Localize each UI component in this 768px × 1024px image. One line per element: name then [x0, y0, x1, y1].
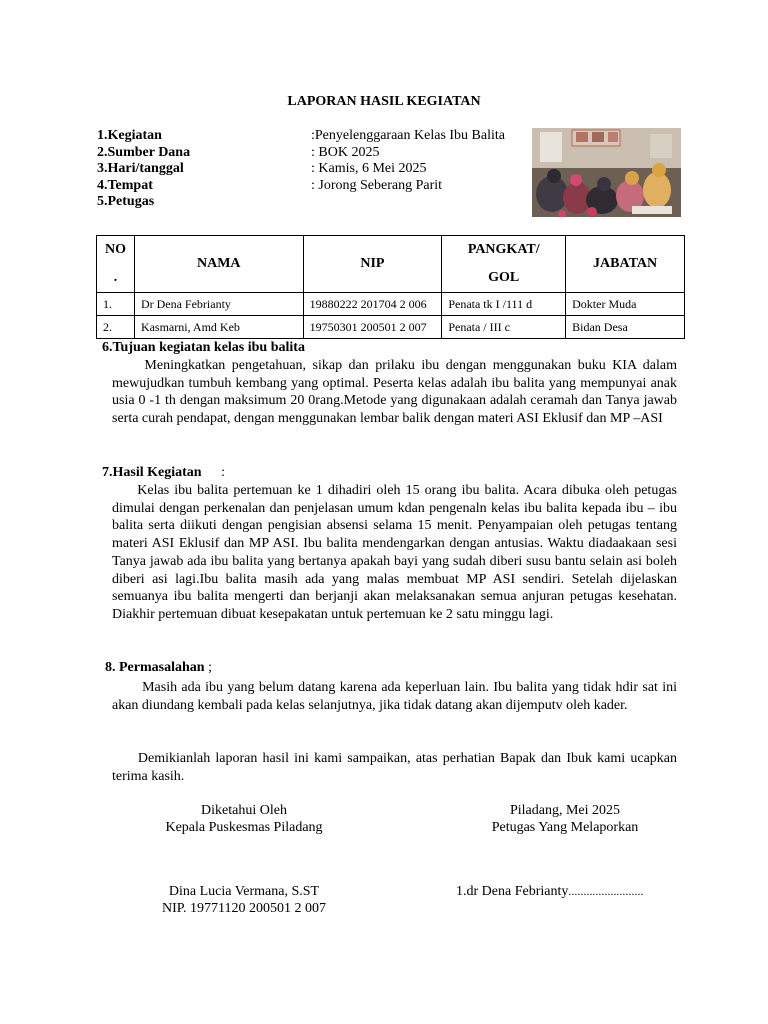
signature-right-line2: Petugas Yang Melaporkan	[491, 820, 639, 835]
info-label: 4.Tempat	[97, 177, 153, 193]
cell-nip: 19880222 201704 2 006	[303, 293, 442, 316]
header-pangkat	[442, 236, 566, 293]
section-8-heading	[105, 660, 212, 676]
info-value: : Kamis, 6 Mei 2025	[311, 161, 427, 176]
cell-no: 1.	[97, 293, 135, 316]
activity-info	[97, 128, 531, 211]
section-7-text: Kelas ibu balita pertemuan ke 1 dihadiri oleh 15 orang ibu balita. Acara dibuka oleh petugas dimulai dengan perkenalan dan penjelasan umum kdan pengenaln kelas ibu balita kepada ibu – ibu balita serta diikuti dengan pengisian absensi selama 15 menit. Penyampaian oleh petugas tentang materi ASI Eklusif dan MP ASI. Ibu balita mendengarkan dengan antusias. Waktu diadaakaan sesi Tanya jawab ada ibu balita yang bertanya apakah bayi yang sudah diberi susu bantu selain asi boleh diberi asi lagi.Ibu balita masih ada yang malas membuat MP ASI sendiri. Setelah dijelaskan semuanya ibu balita mengerti dan berjanji akan melaksanakan semua anjuran petugas kesehatan. Diakhir pertemuan dibuat kesepakatan untuk pertemuan ke 2 satu minggu lagi.	[112, 483, 677, 622]
signature-left-name: Dina Lucia Vermana, S.ST	[168, 884, 320, 899]
info-label: 1.Kegiatan	[97, 128, 162, 143]
signature-left-line2: Kepala Puskesmas Piladang	[165, 820, 323, 835]
info-row-petugas	[97, 194, 531, 211]
section-8-title: 8. Permasalahan	[105, 660, 205, 675]
header-no	[97, 236, 135, 293]
cell-nip: 19750301 200501 2 007	[303, 316, 442, 339]
cell-no: 2.	[97, 316, 135, 339]
staff-table	[96, 235, 685, 339]
section-7-title: 7.Hasil Kegiatan	[102, 465, 202, 480]
cell-nama: Dr Dena Febrianty	[134, 293, 303, 316]
cell-jabatan: Dokter Muda	[566, 293, 685, 316]
signature-right-line1: Piladang, Mei 2025	[509, 803, 621, 818]
signature-left-line1: Diketahui Oleh	[201, 803, 287, 818]
cell-pangkat: Penata / III c	[442, 316, 566, 339]
section-7-heading	[102, 465, 225, 481]
header-no-text: NO	[104, 242, 126, 257]
info-value: : BOK 2025	[311, 144, 380, 160]
activity-photo-image	[532, 128, 681, 217]
table-row	[97, 316, 685, 339]
info-label: 2.Sumber Dana	[97, 144, 191, 160]
info-row-hari-tanggal	[97, 161, 531, 178]
info-label: 5.Petugas	[97, 194, 155, 209]
info-row-tempat	[97, 178, 531, 195]
header-nip: NIP	[303, 236, 442, 293]
section-8-colon: ;	[204, 660, 212, 675]
info-row-sumber-dana	[97, 145, 531, 162]
signature-left-nip: NIP. 19771120 200501 2 007	[162, 901, 326, 916]
signature-right-dots: .........................	[568, 884, 644, 898]
header-no-dot: .	[113, 270, 118, 285]
info-label: 3.Hari/tanggal	[97, 161, 184, 176]
section-7-colon: :	[221, 465, 225, 480]
section-8-text: Masih ada ibu yang belum datang karena ada keperluan lain. Ibu balita yang tidak hdir sat ini akan diundang kembali pada kelas selanjutnya, jika tidak datang akan dijemputv oleh kader.	[112, 680, 677, 713]
info-value	[311, 194, 531, 211]
header-gol-text: GOL	[488, 270, 520, 285]
table-row	[97, 293, 685, 316]
signature-left-title	[144, 802, 344, 836]
info-value: : Jorong Seberang Parit	[311, 177, 443, 193]
cell-pangkat: Penata tk I /111 d	[442, 293, 566, 316]
cell-jabatan: Bidan Desa	[566, 316, 685, 339]
closing-text: Demikianlah laporan hasil ini kami sampaikan, atas perhatian Bapak dan Ibuk kami ucapkan terima kasih.	[112, 751, 677, 784]
header-jabatan: JABATAN	[566, 236, 685, 293]
header-nama: NAMA	[134, 236, 303, 293]
cell-nama: Kasmarni, Amd Keb	[134, 316, 303, 339]
signature-right-title	[462, 802, 668, 836]
document-title: LAPORAN HASIL KEGIATAN	[287, 94, 481, 109]
section-6-text: Meningkatkan pengetahuan, sikap dan prilaku ibu dengan menggunakan buku KIA dalam mewujudkan tumbuh kembang yang optimal. Peserta kelas adalah ibu balita yang mempunyai anak usia 0 -1 th dengan maksimum 20 0rang.Metode yang digunakaan adalah ceramah dan Tanya jawab serta curah pendapat, dengan menggunakan lembar balik dengan materi ASI Eklusif dan MP –ASI	[112, 358, 677, 427]
header-pangkat-text: PANGKAT/	[467, 242, 540, 257]
staff-table-header-row	[97, 236, 685, 293]
section-6-heading: 6.Tujuan kegiatan kelas ibu balita	[102, 340, 305, 355]
activity-photo	[532, 128, 681, 217]
info-value: :Penyelenggaraan Kelas Ibu Balita	[311, 128, 505, 143]
info-row-kegiatan	[97, 128, 531, 145]
signature-left-name-block	[144, 883, 344, 917]
signature-right-name-block	[456, 883, 643, 900]
signature-right-name: 1.dr Dena Febrianty	[456, 884, 569, 899]
